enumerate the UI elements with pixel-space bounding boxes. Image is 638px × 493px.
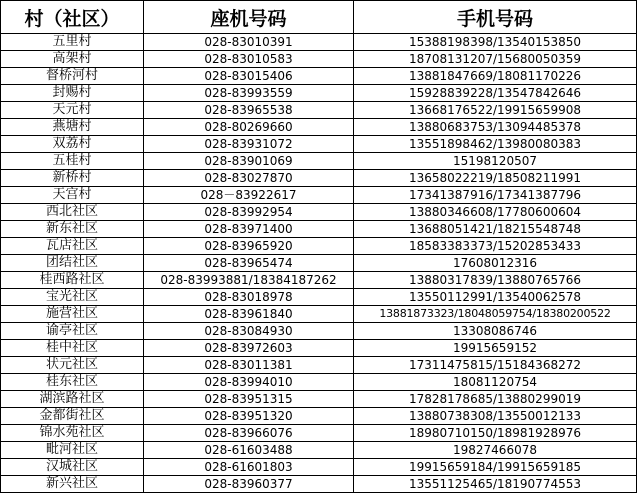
landline-cell: 028-83965920 [144,238,354,255]
landline-cell: 028-61603488 [144,442,354,459]
table-row [1,391,637,408]
header-mobile: 手机号码 [354,1,637,34]
village-cell: 新东社区 [1,221,144,238]
village-cell: 桂西路社区 [1,272,144,289]
village-cell: 燕塘村 [1,119,144,136]
table-row [1,357,637,374]
village-cell: 瓦店社区 [1,238,144,255]
table-row [1,204,637,221]
landline-cell: 028-83972603 [144,340,354,357]
village-cell: 宝光社区 [1,289,144,306]
village-cell: 锦水苑社区 [1,425,144,442]
mobile-cell: 17311475815/15184368272 [354,357,637,374]
mobile-cell: 13881873323/18048059754/18380200522 [354,306,637,323]
village-cell: 天宫村 [1,187,144,204]
landline-cell: 028-61601803 [144,459,354,476]
landline-cell: 028-83027870 [144,170,354,187]
header-landline: 座机号码 [144,1,354,34]
landline-cell: 028－83922617 [144,187,354,204]
table-row [1,51,637,68]
mobile-cell: 19915659152 [354,340,637,357]
village-cell: 五里村 [1,34,144,51]
village-cell: 桂东社区 [1,374,144,391]
mobile-cell: 15198120507 [354,153,637,170]
mobile-cell: 18081120754 [354,374,637,391]
village-cell: 谕亭社区 [1,323,144,340]
table-row [1,68,637,85]
table-row [1,255,637,272]
landline-cell: 028-83901069 [144,153,354,170]
village-cell: 五桂村 [1,153,144,170]
village-cell: 团结社区 [1,255,144,272]
landline-cell: 028-83011381 [144,357,354,374]
table-row [1,425,637,442]
landline-cell: 028-83010583 [144,51,354,68]
landline-cell: 028-83992954 [144,204,354,221]
mobile-cell: 13658022219/18508211991 [354,170,637,187]
mobile-cell: 13881847669/18081170226 [354,68,637,85]
village-cell: 督桥河村 [1,68,144,85]
mobile-cell: 17341387916/17341387796 [354,187,637,204]
mobile-cell: 19827466078 [354,442,637,459]
table-row [1,442,637,459]
landline-cell: 028-83951315 [144,391,354,408]
table-row [1,323,637,340]
village-cell: 双荔村 [1,136,144,153]
mobile-cell: 18980710150/18981928976 [354,425,637,442]
village-cell: 汉城社区 [1,459,144,476]
village-cell: 西北社区 [1,204,144,221]
landline-cell: 028-83971400 [144,221,354,238]
mobile-cell: 13551898462/13980080383 [354,136,637,153]
landline-cell: 028-83994010 [144,374,354,391]
table-row [1,119,637,136]
header-row [1,1,637,34]
mobile-cell: 13668176522/19915659908 [354,102,637,119]
landline-cell: 028-83084930 [144,323,354,340]
landline-cell: 028-83010391 [144,34,354,51]
table-row [1,408,637,425]
mobile-cell: 13551125465/18190774553 [354,476,637,493]
table-row [1,272,637,289]
table-body [1,34,637,493]
village-cell: 天元村 [1,102,144,119]
landline-cell: 028-83018978 [144,289,354,306]
mobile-cell: 18583383373/15202853433 [354,238,637,255]
landline-cell: 028-83960377 [144,476,354,493]
village-cell: 施营社区 [1,306,144,323]
landline-cell: 028-83961840 [144,306,354,323]
landline-cell: 028-80269660 [144,119,354,136]
village-cell: 高架村 [1,51,144,68]
landline-cell: 028-83951320 [144,408,354,425]
landline-cell: 028-83965538 [144,102,354,119]
landline-cell: 028-83931072 [144,136,354,153]
village-cell: 湖滨路社区 [1,391,144,408]
table-row [1,34,637,51]
table-row [1,136,637,153]
mobile-cell: 13550112991/13540062578 [354,289,637,306]
table-row [1,374,637,391]
mobile-cell: 13880738308/13550012133 [354,408,637,425]
table-row [1,340,637,357]
village-cell: 毗河社区 [1,442,144,459]
mobile-cell: 15928839228/13547842646 [354,85,637,102]
table-row [1,289,637,306]
table-row [1,153,637,170]
table-row [1,306,637,323]
village-cell: 桂中社区 [1,340,144,357]
village-cell: 状元社区 [1,357,144,374]
mobile-cell: 19915659184/19915659185 [354,459,637,476]
mobile-cell: 17608012316 [354,255,637,272]
table-row [1,221,637,238]
table-row [1,459,637,476]
mobile-cell: 13308086746 [354,323,637,340]
landline-cell: 028-83965474 [144,255,354,272]
table-row [1,238,637,255]
mobile-cell: 18708131207/15680050359 [354,51,637,68]
mobile-cell: 13880317839/13880765766 [354,272,637,289]
table-row [1,85,637,102]
header-village: 村（社区） [1,1,144,34]
village-cell: 金都街社区 [1,408,144,425]
table-row [1,170,637,187]
mobile-cell: 15388198398/13540153850 [354,34,637,51]
mobile-cell: 17828178685/13880299019 [354,391,637,408]
mobile-cell: 13688051421/18215548748 [354,221,637,238]
village-cell: 新桥村 [1,170,144,187]
table-row [1,187,637,204]
mobile-cell: 13880683753/13094485378 [354,119,637,136]
landline-cell: 028-83993559 [144,85,354,102]
village-cell: 封赐村 [1,85,144,102]
table-row [1,102,637,119]
landline-cell: 028-83993881/18384187262 [144,272,354,289]
landline-cell: 028-83015406 [144,68,354,85]
village-cell: 新兴社区 [1,476,144,493]
mobile-cell: 13880346608/17780600604 [354,204,637,221]
landline-cell: 028-83966076 [144,425,354,442]
